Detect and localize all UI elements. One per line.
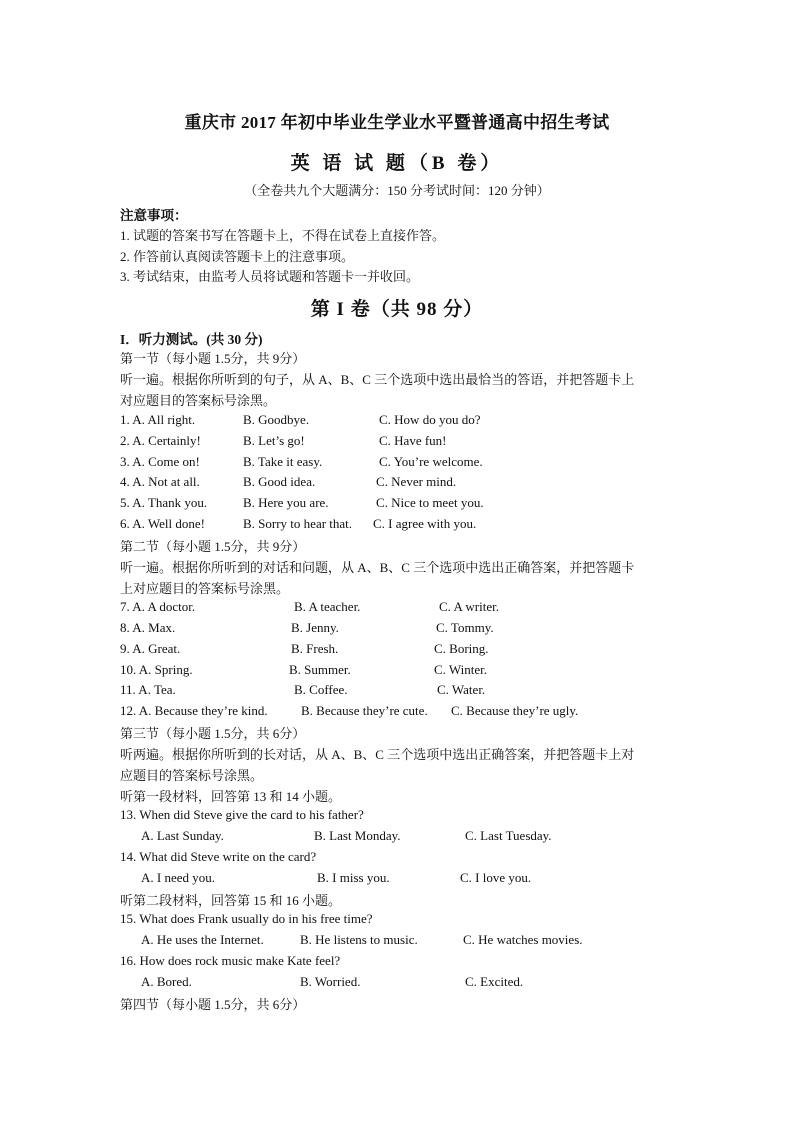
option-a: A. Bored.: [141, 974, 192, 989]
option-b: B. Summer.: [289, 662, 351, 677]
option-a: 11. A. Tea.: [120, 682, 176, 697]
option-b: B. Fresh.: [291, 641, 339, 656]
exam-subtitle: 英 语 试 题（B 卷）: [290, 153, 504, 174]
option-b: B. Goodbye.: [243, 412, 310, 427]
option-b: B. Good idea.: [243, 474, 316, 489]
option-b: B. A teacher.: [294, 599, 361, 614]
option-b: B. Take it easy.: [243, 454, 323, 469]
option-a: A. He uses the Internet.: [141, 932, 264, 947]
option-c: C. I love you.: [460, 870, 532, 885]
instruction-line: 上对应题目的答案标号涂黑。: [120, 581, 290, 596]
option-a: A. I need you.: [141, 870, 216, 885]
option-b: B. He listens to music.: [300, 932, 418, 947]
option-a: 5. A. Thank you.: [120, 495, 208, 510]
question-stem: 13. When did Steve give the card to his father?: [120, 807, 364, 822]
question-stem: 16. How does rock music make Kate feel?: [120, 953, 341, 968]
instruction-line: 应题目的答案标号涂黑。: [120, 768, 264, 783]
material-heading: 听第一段材料，回答第 13 和 14 小题。: [120, 789, 342, 804]
option-a: 2. A. Certainly!: [120, 433, 201, 448]
option-b: B. I miss you.: [317, 870, 390, 885]
option-c: C. Winter.: [434, 662, 488, 677]
option-b: B. Because they’re cute.: [301, 703, 428, 718]
option-c: C. Boring.: [434, 641, 489, 656]
option-a: 1. A. All right.: [120, 412, 196, 427]
option-b: B. Here you are.: [243, 495, 329, 510]
option-c: C. He watches movies.: [463, 932, 583, 947]
option-b: B. Worried.: [300, 974, 361, 989]
option-a: 8. A. Max.: [120, 620, 176, 635]
option-c: C. Last Tuesday.: [465, 828, 552, 843]
option-b: B. Sorry to hear that.: [243, 516, 353, 531]
option-a: 9. A. Great.: [120, 641, 181, 656]
instruction-line: 对应题目的答案标号涂黑。: [120, 393, 277, 408]
option-b: B. Let’s go!: [243, 433, 305, 448]
instruction-line: 听一遍。根据你所听到的句子，从 A、B、C 三个选项中选出最恰当的答语，并把答题卡上: [120, 372, 635, 387]
instruction-line: 听一遍。根据你所听到的对话和问题，从 A、B、C 三个选项中选出正确答案，并把答题卡: [120, 560, 635, 575]
option-c: C. Excited.: [465, 974, 524, 989]
option-c: C. A writer.: [439, 599, 499, 614]
option-c: C. Water.: [437, 682, 486, 697]
option-a: 7. A. A doctor.: [120, 599, 196, 614]
option-a: 3. A. Come on!: [120, 454, 200, 469]
question-stem: 14. What did Steve write on the card?: [120, 849, 317, 864]
option-c: C. Never mind.: [376, 474, 457, 489]
option-c: C. You’re welcome.: [379, 454, 483, 469]
part-title: 第 I 卷（共 98 分）: [310, 299, 484, 320]
option-a: 12. A. Because they’re kind.: [120, 703, 268, 718]
question-stem: 15. What does Frank usually do in his free time?: [120, 911, 373, 926]
option-a: 10. A. Spring.: [120, 662, 193, 677]
option-a: 4. A. Not at all.: [120, 474, 200, 489]
option-b: B. Jenny.: [291, 620, 339, 635]
option-b: B. Coffee.: [294, 682, 348, 697]
notes-heading: 注意事项：: [120, 208, 188, 223]
option-a: A. Last Sunday.: [141, 828, 224, 843]
material-heading: 听第二段材料，回答第 15 和 16 小题。: [120, 893, 342, 908]
exam-title: 重庆市 2017 年初中毕业生学业水平暨普通高中招生考试: [184, 113, 610, 132]
option-a: 6. A. Well done!: [120, 516, 206, 531]
option-c: C. Because they’re ugly.: [451, 703, 579, 718]
note-item: 2. 作答前认真阅读答题卡上的注意事项。: [120, 249, 355, 264]
subsection-header: 第二节（每小题 1.5分，共 9分）: [120, 539, 306, 554]
option-c: C. Tommy.: [436, 620, 494, 635]
option-c: C. Have fun!: [379, 433, 447, 448]
exam-info: （全卷共九个大题满分：150 分考试时间：120 分钟）: [244, 183, 550, 198]
option-c: C. How do you do?: [379, 412, 481, 427]
option-c: C. Nice to meet you.: [376, 495, 484, 510]
subsection-header: 第一节（每小题 1.5分，共 9分）: [120, 351, 306, 366]
option-c: C. I agree with you.: [373, 516, 477, 531]
subsection-header: 第四节（每小题 1.5分，共 6分）: [120, 997, 306, 1012]
section-heading: I．听力测试。(共 30 分): [120, 332, 263, 347]
subsection-header: 第三节（每小题 1.5分，共 6分）: [120, 726, 306, 741]
option-b: B. Last Monday.: [314, 828, 401, 843]
note-item: 3. 考试结束，由监考人员将试题和答题卡一并收回。: [120, 269, 420, 284]
instruction-line: 听两遍。根据你所听到的长对话，从 A、B、C 三个选项中选出正确答案，并把答题卡上对: [120, 747, 635, 762]
note-item: 1. 试题的答案书写在答题卡上，不得在试卷上直接作答。: [120, 228, 446, 243]
